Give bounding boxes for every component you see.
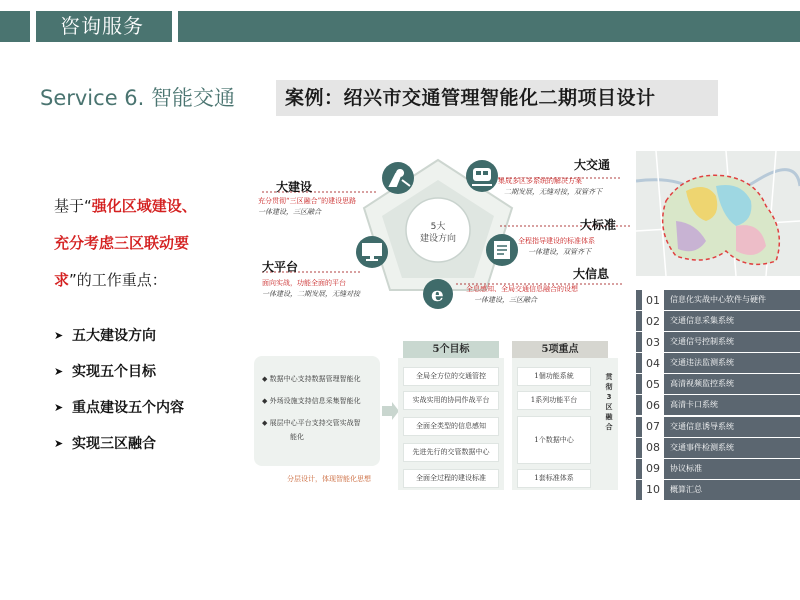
- direction-desc-text: 二期发展，无缝对接，双管齐下: [504, 188, 602, 196]
- bullet-text: 实现五个目标: [72, 364, 156, 380]
- layer-item: ◆ 外场设施支持信息采集智能化: [262, 397, 361, 405]
- arrow-bullet-icon: ➤: [54, 400, 64, 414]
- goal-item: 全面全类型的信息感知: [403, 417, 499, 436]
- intro-highlight: 充分考虑三区联动要: [54, 234, 190, 252]
- intro-paragraph: [54, 188, 254, 299]
- bullet-item: [54, 353, 184, 389]
- layer-item-text: 数据中心支持数据管理智能化: [269, 375, 361, 383]
- direction-title-jiaotong: 大交通: [574, 158, 611, 172]
- svg-text:e: e: [431, 282, 444, 306]
- list-label: 交通违法监测系统: [664, 353, 800, 373]
- direction-desc-red: 面向实战，功能全面的平台: [262, 279, 346, 287]
- list-label: 交通信息诱导系统: [664, 417, 800, 437]
- layer-footer: 分层设计，体现智能化思想: [287, 475, 371, 483]
- center-label-line: 5大: [430, 222, 446, 232]
- system-list-item: [636, 311, 800, 331]
- layer-item-text: 外场设施支持信息采集智能化: [269, 397, 361, 405]
- direction-desc-text: 一体建设，双管齐下: [528, 248, 591, 256]
- monitor-icon: [356, 236, 388, 268]
- list-number: 05: [642, 378, 664, 391]
- arrow-bullet-icon: ➤: [54, 328, 64, 342]
- bullet-list: [54, 317, 184, 461]
- list-number: 02: [642, 315, 664, 328]
- list-label: 交通事件检测系统: [664, 438, 800, 458]
- header-right-bar: [178, 11, 800, 42]
- layered-design-block: [254, 356, 380, 466]
- key-item: 1個功能系統: [517, 367, 591, 386]
- system-list-item: [636, 459, 800, 479]
- direction-desc-biaozhun: [518, 236, 595, 258]
- list-number: 04: [642, 357, 664, 370]
- key-item: 1套标准体系: [517, 469, 591, 488]
- bullet-item: [54, 425, 184, 461]
- direction-desc-jianshe: [258, 196, 356, 218]
- list-label: 高清视频监控系统: [664, 374, 800, 394]
- train-icon: [466, 160, 498, 192]
- list-label: 高清卡口系统: [664, 395, 800, 415]
- list-label: 协议标准: [664, 459, 800, 479]
- system-list-item: [636, 353, 800, 373]
- direction-desc-red: 集成多区多系统的解决方案: [498, 177, 582, 185]
- list-number: 06: [642, 399, 664, 412]
- list-label: 交通信号控制系统: [664, 332, 800, 352]
- district-map: [636, 151, 800, 276]
- direction-title-xinxi: 大信息: [573, 267, 610, 281]
- layer-item-text: 展层中心平台支持交管实战智: [269, 419, 361, 427]
- system-list: [636, 290, 800, 501]
- direction-desc-text: 一体建设，三区融合: [258, 208, 321, 216]
- layer-item-continued: 能化: [290, 433, 304, 441]
- direction-desc-text: 一体建设，三区融合: [474, 296, 537, 304]
- direction-desc-pingtai: [262, 278, 360, 300]
- goals-header: 5个目标: [403, 341, 499, 359]
- header-accent-block: [0, 11, 30, 42]
- system-list-item: [636, 374, 800, 394]
- list-number: 08: [642, 441, 664, 454]
- intro-text: ”的工作重点：: [69, 271, 167, 289]
- goal-item: 先进先行的交管数据中心: [403, 443, 499, 462]
- arrow-bullet-icon: ➤: [54, 436, 64, 450]
- service-title: Service 6. 智能交通: [40, 86, 235, 110]
- list-label: 交通信息采集系统: [664, 311, 800, 331]
- key-item: 1个数据中心: [517, 416, 591, 464]
- list-number: 01: [642, 294, 664, 307]
- key-item: 1系列功能平台: [517, 391, 591, 410]
- system-list-item: [636, 395, 800, 415]
- bullet-text: 实现三区融合: [72, 436, 156, 452]
- case-title: 案例：绍兴市交通管理智能化二期项目设计: [285, 87, 656, 109]
- center-label-line: 建设方向: [419, 234, 456, 244]
- bullet-item: [54, 389, 184, 425]
- intro-text: 基于“: [54, 197, 92, 215]
- goal-item: 全局全方位的交通管控: [403, 367, 499, 386]
- browser-e-icon: [423, 279, 453, 309]
- direction-desc-red: 充分贯彻“三区融合”的建设思路: [258, 197, 357, 205]
- intro-highlight: 求: [54, 271, 70, 289]
- intro-highlight: 强化区域建设、: [91, 197, 197, 215]
- list-number: 10: [642, 483, 664, 496]
- direction-desc-xinxi: [466, 284, 578, 306]
- system-list-item: [636, 417, 800, 437]
- arrow-bullet-icon: ➤: [54, 364, 64, 378]
- direction-desc-red: 全程指导建设的标准体系: [518, 237, 595, 245]
- list-label: 信息化实战中心软件与硬件: [664, 290, 800, 310]
- bullet-item: [54, 317, 184, 353]
- pentagon-center-label: [418, 221, 458, 245]
- layer-item: ◆ 数据中心支持数据管理智能化: [262, 375, 361, 383]
- bullet-text: 重点建设五个内容: [72, 400, 184, 416]
- construction-icon: [382, 162, 414, 194]
- page-title: 咨询服务: [60, 14, 144, 38]
- list-number: 09: [642, 462, 664, 475]
- document-icon: [486, 234, 518, 266]
- list-number: 07: [642, 420, 664, 433]
- layer-item: ◆ 展层中心平台支持交管实战智: [262, 419, 361, 427]
- list-number: 03: [642, 336, 664, 349]
- bullet-text: 五大建设方向: [72, 328, 156, 344]
- direction-desc-jiaotong: [498, 176, 602, 198]
- system-list-item: [636, 332, 800, 352]
- vertical-label: 贯彻3区融合: [605, 373, 613, 431]
- goal-item: 全面全过程的建设标准: [403, 469, 499, 488]
- list-label: 概算汇总: [664, 480, 800, 500]
- direction-desc-text: 一体建设，二期发展，无缝对接: [262, 290, 360, 298]
- goal-item: 实战实用的协同作战平台: [403, 391, 499, 410]
- direction-title-biaozhun: 大标准: [580, 218, 617, 232]
- system-list-item: [636, 438, 800, 458]
- arrow-right-icon: [380, 402, 400, 422]
- direction-title-jianshe: 大建设: [276, 180, 313, 194]
- keys-header: 5项重点: [512, 341, 608, 359]
- direction-desc-red: 全息感知、全局交通信息融合的设想: [466, 285, 578, 293]
- direction-title-pingtai: 大平台: [262, 260, 299, 274]
- system-list-item: [636, 480, 800, 500]
- system-list-item: [636, 290, 800, 310]
